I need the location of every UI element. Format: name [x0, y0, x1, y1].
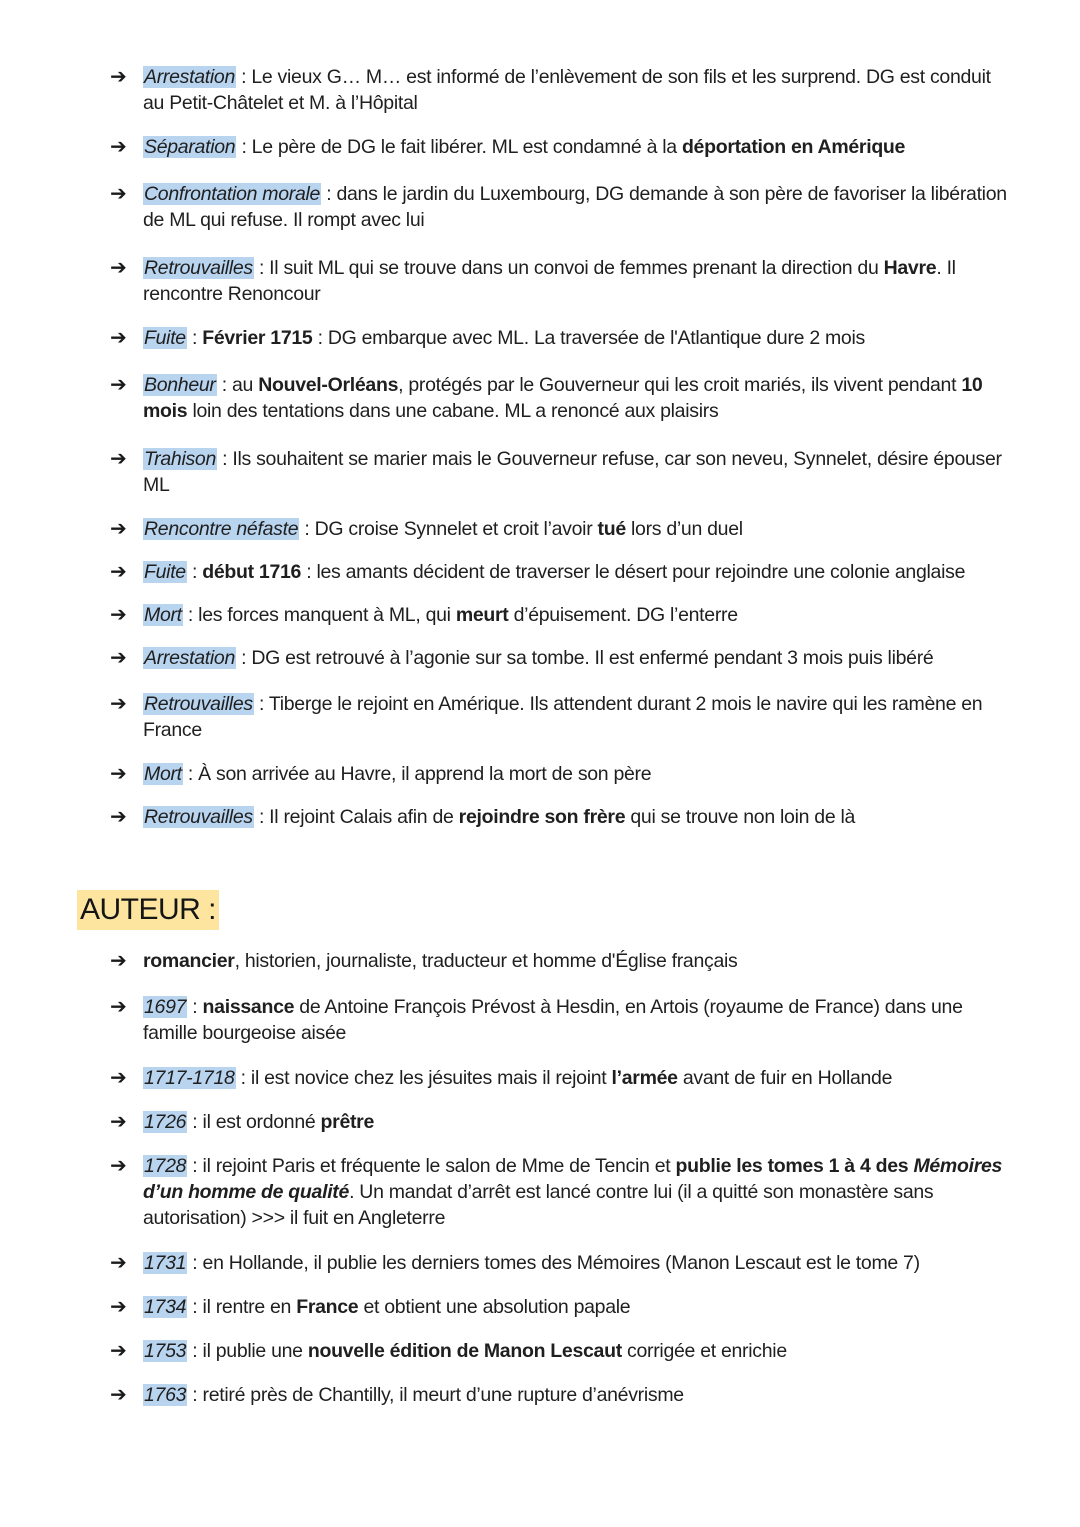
arrow-bullet-icon: ➔ — [110, 996, 127, 1018]
list-item-text — [143, 1294, 1010, 1320]
arrow-bullet-icon: ➔ — [110, 1252, 127, 1274]
list-item-text — [143, 325, 1010, 351]
highlighted-keyword: 1697 — [144, 996, 187, 1018]
bold-text: déportation en Amérique — [681, 136, 906, 158]
highlighted-keyword: Mort — [144, 604, 182, 626]
arrow-bullet-icon: ➔ — [110, 1155, 127, 1177]
list-item-text — [143, 181, 1010, 233]
text-segment: : retiré près de Chantilly, il meurt d’une rupture d’anévrisme — [187, 1384, 684, 1406]
list-item-text — [143, 446, 1010, 498]
text-segment: : il rentre en — [187, 1296, 297, 1318]
list-item-text — [143, 994, 1010, 1046]
plot-event-item — [110, 325, 1010, 351]
text-segment: : il publie une — [187, 1340, 308, 1362]
text-segment: : Le vieux G… M… est informé de l’enlèvement de son fils et les surprend. DG est conduit au Petit-Châtelet et M. à l’Hôpital — [143, 66, 991, 114]
highlighted-keyword: Retrouvailles — [144, 693, 253, 715]
list-item-text — [143, 64, 1010, 116]
arrow-bullet-icon: ➔ — [110, 647, 127, 669]
text-segment: . Un mandat d’arrêt est lancé contre lui (il a quitté son monastère sans autorisation) >>> — [143, 1181, 934, 1229]
highlighted-keyword: Mort — [144, 763, 182, 785]
list-item-text — [143, 1153, 1010, 1231]
author-fact-item — [110, 1250, 1010, 1276]
arrow-bullet-icon: ➔ — [110, 693, 127, 715]
text-segment: : DG embarque avec ML. La traversée de l'Atlantique dure 2 mois — [312, 327, 865, 349]
list-item-text — [143, 255, 1010, 307]
arrow-bullet-icon: ➔ — [110, 763, 127, 785]
highlighted-keyword: 1753 — [144, 1340, 187, 1362]
highlighted-keyword: 1717-1718 — [144, 1067, 235, 1089]
author-fact-item — [110, 1153, 1010, 1231]
arrow-bullet-icon: ➔ — [110, 136, 127, 158]
highlighted-keyword: Rencontre néfaste — [144, 518, 299, 540]
bold-text: romancier — [143, 950, 235, 972]
bold-text: France — [296, 1296, 359, 1318]
text-segment: d’épuisement. DG l’enterre — [508, 604, 738, 626]
text-segment: : il est ordonné — [187, 1111, 321, 1133]
text-segment: : Tiberge le rejoint en Amérique. Ils attendent durant 2 mois le navire qui les ramène en France — [143, 693, 983, 741]
arrow-bullet-icon: ➔ — [110, 1067, 127, 1089]
list-item-text — [143, 645, 1010, 671]
highlighted-keyword: Trahison — [144, 448, 217, 470]
highlighted-keyword: 1728 — [144, 1155, 187, 1177]
text-segment: de Antoine François Prévost à Hesdin, en Artois (royaume de France) dans une famille bourgeoise aisée — [143, 996, 963, 1044]
text-segment: il fuit en Angleterre — [289, 1207, 446, 1229]
arrow-bullet-icon: ➔ — [110, 950, 127, 972]
highlighted-keyword: Séparation — [144, 136, 236, 158]
list-item-text — [143, 1382, 1010, 1408]
highlighted-keyword: Confrontation morale — [144, 183, 321, 205]
arrow-bullet-icon: ➔ — [110, 1111, 127, 1133]
bold-text: tué — [597, 518, 626, 540]
text-segment: : il rejoint Paris et fréquente le salon de Mme de Tencin et — [187, 1155, 676, 1177]
author-fact-item — [110, 1109, 1010, 1135]
bold-text: Mémoires d’un homme de qualité — [143, 1155, 1003, 1203]
plot-event-item — [110, 761, 1010, 787]
arrow-bullet-icon: ➔ — [110, 1340, 127, 1362]
bold-text: rejoindre son frère — [458, 806, 626, 828]
plot-event-item — [110, 645, 1010, 671]
list-item-text — [143, 602, 1010, 628]
text-segment: . Il rencontre Renoncour — [143, 257, 956, 305]
list-item-text — [143, 804, 1010, 830]
text-segment: lors d’un duel — [625, 518, 743, 540]
arrow-bullet-icon: ➔ — [110, 806, 127, 828]
bold-text: Havre — [883, 257, 937, 279]
plot-event-item — [110, 602, 1010, 628]
author-heading: AUTEUR : — [77, 890, 219, 930]
arrow-bullet-icon: ➔ — [110, 257, 127, 279]
text-segment: : les forces manquent à ML, qui — [182, 604, 456, 626]
plot-event-item — [110, 804, 1010, 830]
arrow-bullet-icon: ➔ — [110, 561, 127, 583]
highlighted-keyword: 1763 — [144, 1384, 187, 1406]
highlighted-keyword: Fuite — [144, 327, 186, 349]
list-item-text — [143, 372, 1010, 424]
author-fact-item — [110, 1294, 1010, 1320]
text-segment: : — [186, 561, 203, 583]
arrow-bullet-icon: ➔ — [110, 604, 127, 626]
text-segment: : Il suit ML qui se trouve dans un convoi de femmes prenant la direction du — [253, 257, 884, 279]
arrow-bullet-icon: ➔ — [110, 1296, 127, 1318]
list-item-text — [143, 691, 1010, 743]
plot-event-item — [110, 372, 1010, 424]
arrow-bullet-icon: ➔ — [110, 374, 127, 396]
list-item-text — [143, 1109, 1010, 1135]
text-segment: et obtient une absolution papale — [358, 1296, 631, 1318]
text-segment: : DG est retrouvé à l’agonie sur sa tombe. Il est enfermé pendant 3 mois puis libéré — [236, 647, 934, 669]
list-item-text — [143, 1338, 1010, 1364]
plot-event-item — [110, 691, 1010, 743]
plot-event-item — [110, 446, 1010, 498]
text-segment: : — [186, 327, 203, 349]
text-segment: avant de fuir en Hollande — [677, 1067, 893, 1089]
arrow-bullet-icon: ➔ — [110, 183, 127, 205]
list-item-text — [143, 134, 1010, 160]
highlighted-keyword: Retrouvailles — [144, 257, 253, 279]
text-segment: loin des tentations dans une cabane. ML a renoncé aux plaisirs — [187, 400, 719, 422]
text-segment: : DG croise Synnelet et croit l’avoir — [299, 518, 598, 540]
plot-event-item — [110, 134, 1010, 160]
bold-text: meurt — [455, 604, 509, 626]
text-segment: : les amants décident de traverser le désert pour rejoindre une colonie anglaise — [301, 561, 966, 583]
arrow-bullet-icon: ➔ — [110, 518, 127, 540]
bold-text: Février 1715 — [202, 327, 313, 349]
text-segment: : il est novice chez les jésuites mais il rejoint — [235, 1067, 612, 1089]
highlighted-keyword: 1734 — [144, 1296, 187, 1318]
text-segment: : dans le jardin du Luxembourg, DG demande à son père de favoriser la libération de ML qui refuse. Il rompt avec lui — [143, 183, 1007, 231]
text-segment: , protégés par le Gouverneur qui les croit mariés, ils vivent pendant — [398, 374, 962, 396]
text-segment: : Le père de DG le fait libérer. ML est condamné à la — [236, 136, 682, 158]
author-fact-item — [110, 994, 1010, 1046]
list-item-text — [143, 1250, 1010, 1276]
list-item-text — [143, 559, 1010, 585]
author-fact-item — [110, 1382, 1010, 1408]
text-segment: : À son arrivée au Havre, il apprend la mort de son père — [182, 763, 652, 785]
text-segment: : Il rejoint Calais afin de — [253, 806, 459, 828]
arrow-bullet-icon: ➔ — [110, 66, 127, 88]
text-segment: qui se trouve non loin de là — [625, 806, 856, 828]
plot-event-item — [110, 559, 1010, 585]
highlighted-keyword: Arrestation — [144, 647, 235, 669]
arrow-bullet-icon: ➔ — [110, 327, 127, 349]
bold-text: Nouvel-Orléans — [258, 374, 399, 396]
text-segment: corrigée et enrichie — [621, 1340, 787, 1362]
text-segment: , historien, journaliste, traducteur et homme d'Église français — [234, 950, 738, 972]
highlighted-keyword: Fuite — [144, 561, 186, 583]
plot-event-item — [110, 181, 1010, 233]
list-item-text — [143, 1065, 1010, 1091]
arrow-bullet-icon: ➔ — [110, 448, 127, 470]
plot-event-item — [110, 255, 1010, 307]
arrow-bullet-icon: ➔ — [110, 1384, 127, 1406]
text-segment: : Ils souhaitent se marier mais le Gouverneur refuse, car son neveu, Synnelet, désire épouser ML — [143, 448, 1002, 496]
author-fact-item — [110, 1065, 1010, 1091]
text-segment: : au — [216, 374, 259, 396]
list-item-text — [143, 761, 1010, 787]
author-fact-item — [110, 1338, 1010, 1364]
highlighted-keyword: 1726 — [144, 1111, 187, 1133]
author-fact-item — [110, 948, 1010, 974]
plot-event-item — [110, 516, 1010, 542]
bold-text: prêtre — [320, 1111, 375, 1133]
bold-text: l’armée — [611, 1067, 678, 1089]
bold-text: 10 mois — [143, 374, 983, 422]
list-item-text — [143, 516, 1010, 542]
highlighted-keyword: Bonheur — [144, 374, 216, 396]
highlighted-keyword: Arrestation — [144, 66, 235, 88]
plot-event-item — [110, 64, 1010, 116]
bold-text: publie les tomes 1 à 4 des — [675, 1155, 914, 1177]
highlighted-keyword: Retrouvailles — [144, 806, 253, 828]
list-item-text — [143, 948, 1010, 974]
bold-text: nouvelle édition de Manon Lescaut — [307, 1340, 622, 1362]
highlighted-keyword: 1731 — [144, 1252, 187, 1274]
bold-text: naissance — [202, 996, 295, 1018]
bold-text: début 1716 — [202, 561, 302, 583]
text-segment: : en Hollande, il publie les derniers tomes des Mémoires (Manon Lescaut est le tome 7) — [187, 1252, 920, 1274]
text-segment: : — [187, 996, 203, 1018]
